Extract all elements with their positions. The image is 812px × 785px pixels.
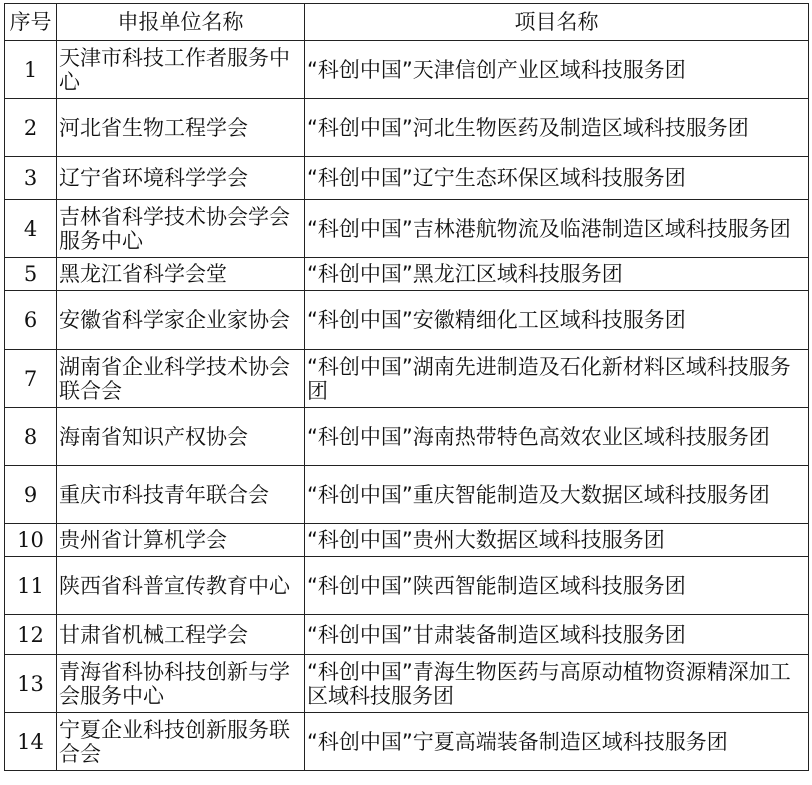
applicant-unit: 重庆市科技青年联合会 <box>57 466 305 524</box>
project-name: “科创中国”辽宁生态环保区域科技服务团 <box>305 157 809 200</box>
project-name: “科创中国”重庆智能制造及大数据区域科技服务团 <box>305 466 809 524</box>
project-name: “科创中国”甘肃装备制造区域科技服务团 <box>305 615 809 655</box>
row-number: 4 <box>5 200 57 258</box>
table-row <box>5 99 809 157</box>
row-number: 1 <box>5 41 57 99</box>
project-name: “科创中国”河北生物医药及制造区域科技服务团 <box>305 99 809 157</box>
row-number: 11 <box>5 557 57 615</box>
table-row <box>5 350 809 408</box>
row-number: 8 <box>5 408 57 466</box>
table-header-row <box>5 4 809 41</box>
project-name: “科创中国”黑龙江区域科技服务团 <box>305 258 809 291</box>
applicant-unit: 黑龙江省科学会堂 <box>57 258 305 291</box>
table-row <box>5 41 809 99</box>
project-name: “科创中国”吉林港航物流及临港制造区域科技服务团 <box>305 200 809 258</box>
applicant-unit: 河北省生物工程学会 <box>57 99 305 157</box>
table-row <box>5 291 809 350</box>
applicant-unit: 宁夏企业科技创新服务联合会 <box>57 713 305 771</box>
row-number: 9 <box>5 466 57 524</box>
table-row <box>5 157 809 200</box>
row-number: 3 <box>5 157 57 200</box>
project-name: “科创中国”安徽精细化工区域科技服务团 <box>305 291 809 350</box>
service-team-table <box>4 3 809 771</box>
applicant-unit: 湖南省企业科学技术协会联合会 <box>57 350 305 408</box>
project-name: “科创中国”湖南先进制造及石化新材料区域科技服务团 <box>305 350 809 408</box>
project-name: “科创中国”宁夏高端装备制造区域科技服务团 <box>305 713 809 771</box>
applicant-unit: 海南省知识产权协会 <box>57 408 305 466</box>
row-number: 2 <box>5 99 57 157</box>
applicant-unit: 陕西省科普宣传教育中心 <box>57 557 305 615</box>
applicant-unit: 吉林省科学技术协会学会服务中心 <box>57 200 305 258</box>
table-row <box>5 713 809 771</box>
row-number: 6 <box>5 291 57 350</box>
table-row <box>5 466 809 524</box>
project-name: “科创中国”贵州大数据区域科技服务团 <box>305 524 809 557</box>
applicant-unit: 安徽省科学家企业家协会 <box>57 291 305 350</box>
row-number: 13 <box>5 655 57 713</box>
applicant-unit: 天津市科技工作者服务中心 <box>57 41 305 99</box>
header-applicant-unit: 申报单位名称 <box>57 4 305 41</box>
project-name: “科创中国”陕西智能制造区域科技服务团 <box>305 557 809 615</box>
row-number: 14 <box>5 713 57 771</box>
applicant-unit: 青海省科协科技创新与学会服务中心 <box>57 655 305 713</box>
applicant-unit: 甘肃省机械工程学会 <box>57 615 305 655</box>
table-row <box>5 557 809 615</box>
table-row <box>5 655 809 713</box>
table-row <box>5 258 809 291</box>
applicant-unit: 辽宁省环境科学学会 <box>57 157 305 200</box>
table-row <box>5 524 809 557</box>
header-serial-number: 序号 <box>5 4 57 41</box>
table-row <box>5 200 809 258</box>
header-project-name: 项目名称 <box>305 4 809 41</box>
table-row <box>5 615 809 655</box>
applicant-unit: 贵州省计算机学会 <box>57 524 305 557</box>
project-name: “科创中国”天津信创产业区域科技服务团 <box>305 41 809 99</box>
project-name: “科创中国”海南热带特色高效农业区域科技服务团 <box>305 408 809 466</box>
table-row <box>5 408 809 466</box>
row-number: 7 <box>5 350 57 408</box>
row-number: 5 <box>5 258 57 291</box>
row-number: 12 <box>5 615 57 655</box>
project-name: “科创中国”青海生物医药与高原动植物资源精深加工区域科技服务团 <box>305 655 809 713</box>
row-number: 10 <box>5 524 57 557</box>
